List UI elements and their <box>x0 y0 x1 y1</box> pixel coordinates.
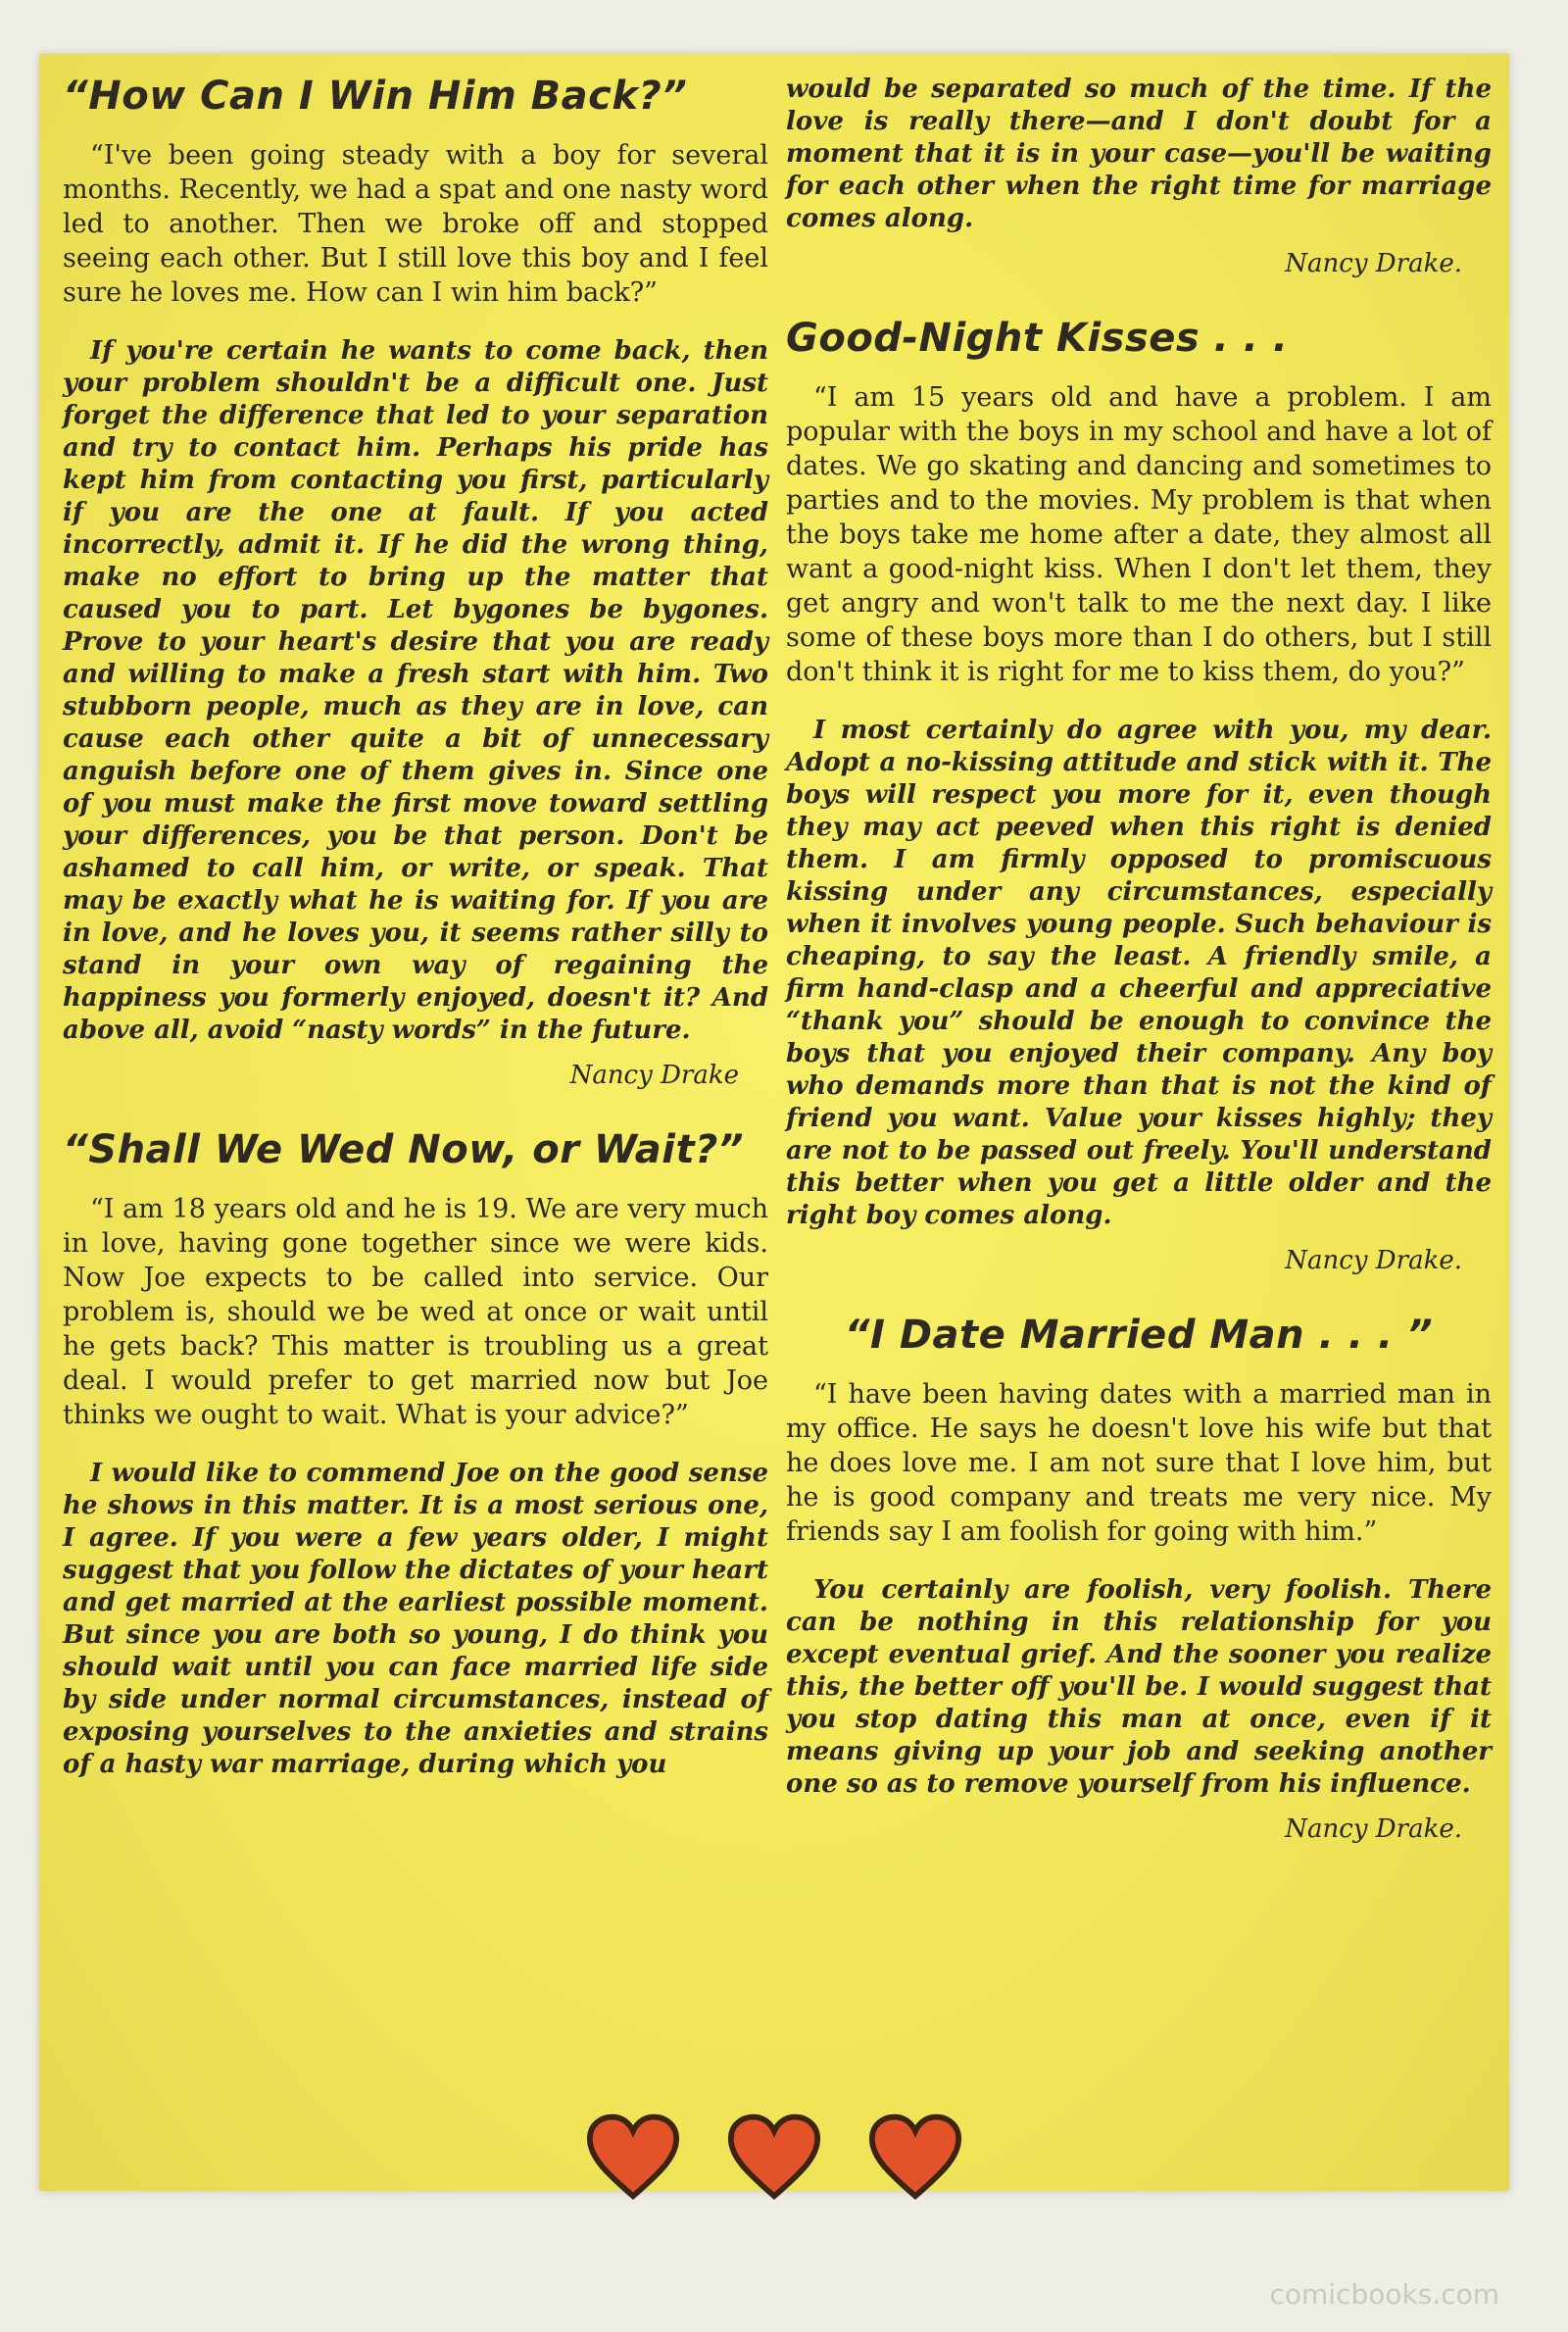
advice-page <box>39 54 1509 2191</box>
heart-icon <box>586 2112 680 2201</box>
reader-letter: “I've been going steady with a boy for several months. Recently, we had a spat and one nasty word led to another. Then we broke off and stopped seeing each other. But I still love this boy and I feel sure he loves me. How can I win him back?” <box>63 140 768 308</box>
reader-letter: “I am 15 years old and have a problem. I am popular with the boys in my school and have a lot of dates. We go skating and dancing and sometimes to parties and to the movies. My problem is that when the boys take me home after a date, they almost all want a good-night kiss. When I don't let them, they get angry and won't talk to me the next day. I like some of these boys more than I do others, but I still don't think it is right for me to kiss them, do you?” <box>786 382 1492 687</box>
heart-icon <box>727 2112 821 2201</box>
advice-answer: You certainly are foolish, very foolish. There can be nothing in this relationship for you except eventual grief. And the sooner you realize this, the better off you'll be. I would suggest that you stop dating this man at once, even if it means giving up your job and seeking another one so as to remove yourself from his influence. <box>786 1575 1492 1799</box>
watermark: comicbooks.com <box>1269 2278 1499 2310</box>
left-column <box>63 74 768 1781</box>
right-column <box>786 74 1492 1881</box>
section-wed-or-wait-continued <box>786 74 1492 278</box>
section-title: “I Date Married Man . . . ” <box>844 1313 1434 1358</box>
advice-answer: If you're certain he wants to come back, then your problem shouldn't be a difficult one. Just forget the difference that led to your separation and try to contact him. Perhaps his pride has kept him from contacting you first, particularly if you are the one at fault. If you acted incorrectly, admit it. If he did the wrong thing, make no effort to bring up the matter that caused you to part. Let bygones be bygones. Prove to your heart's desire that you are ready and willing to make a fresh start with him. Two stubborn people, much as they are in love, can cause each other quite a bit of unnecessary anguish before one of them gives in. Since one of you must make the first move toward settling your differences, you be that person. Don't be ashamed to call him, or write, or speak. That may be exactly what he is waiting for. If you are in love, and he loves you, it seems rather silly to stand in your own way of regaining the happiness you formerly enjoyed, doesn't it? And above all, avoid “nasty words” in the future. <box>63 336 768 1045</box>
section-wed-or-wait <box>63 1127 768 1781</box>
advice-answer: I most certainly do agree with you, my dear. Adopt a no-kissing attitude and stick with it. The boys will respect you more for it, even though they may act peeved when this right is denied them. I am firmly opposed to promiscuous kissing under any circumstances, especially when it involves young people. Such behaviour is cheaping, to say the least. A friendly smile, a firm hand-clasp and a cheerful and appreciative “thank you” should be enough to convince the boys that you enjoyed their company. Any boy who demands more than that is not the kind of friend you want. Value your kisses highly; they are not to be passed out freely. You'll understand this better when you get a little older and the right boy comes along. <box>786 716 1492 1230</box>
advice-answer: I would like to commend Joe on the good sense he shows in this matter. It is a most serious one, I agree. If you were a few years older, I might suggest that you follow the dictates of your heart and get married at the earliest possible moment. But since you are both so young, I do think you should wait until you can face married life side by side under normal circumstances, instead of exposing yourselves to the anxieties and strains of a hasty war marriage, during which you <box>63 1459 768 1779</box>
reader-letter: “I am 18 years old and he is 19. We are very much in love, having gone together since we were kids. Now Joe expects to be called into service. Our problem is, should we be wed at once or wait until he gets back? This matter is troubling us a great deal. I would prefer to get married now but Joe thinks we ought to wait. What is your advice?” <box>63 1194 768 1430</box>
heart-icon <box>868 2112 962 2201</box>
signature: Nancy Drake. <box>1285 1814 1462 1844</box>
section-title: “Shall We Wed Now, or Wait?” <box>63 1127 745 1172</box>
advice-answer-continued: would be separated so much of the time. If the love is really there—and I don't doubt for a moment that it is in your case—you'll be waiting for each other when the right time for marriage comes along. <box>786 74 1492 233</box>
section-married-man <box>786 1313 1492 1844</box>
signature: Nancy Drake <box>569 1061 739 1090</box>
signature: Nancy Drake. <box>1285 1246 1462 1275</box>
section-title: “How Can I Win Him Back?” <box>63 74 688 119</box>
section-win-him-back <box>63 74 768 1090</box>
section-title: Good-Night Kisses . . . <box>786 316 1289 361</box>
reader-letter: “I have been having dates with a married man in my office. He says he doesn't love his wife but that he does love me. I am not sure that I love him, but he is good company and treats me very nice. My friends say I am foolish for going with him.” <box>786 1379 1492 1547</box>
section-good-night-kisses <box>786 316 1492 1275</box>
signature: Nancy Drake. <box>1285 249 1462 278</box>
hearts-decoration <box>39 2112 1509 2220</box>
